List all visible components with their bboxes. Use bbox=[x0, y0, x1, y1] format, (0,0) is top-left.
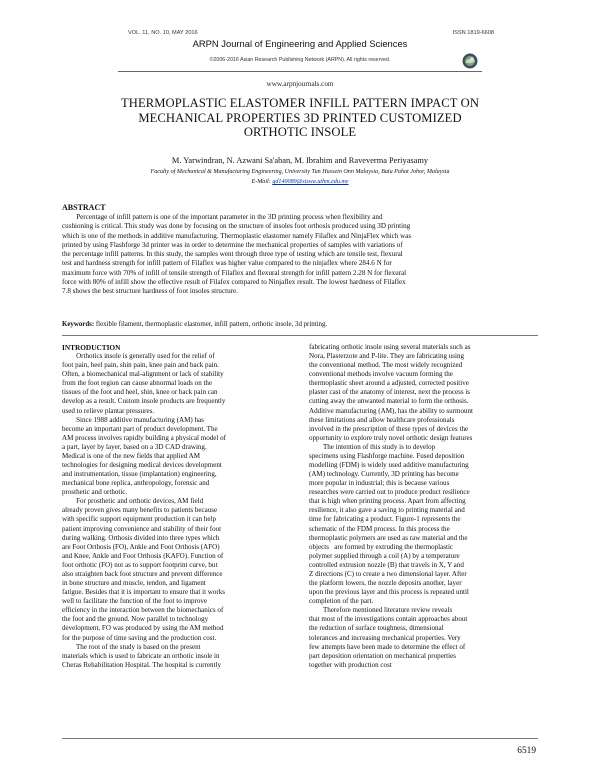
affiliation: Faculty of Mechanical & Manufacturing Engineering, University Tun Hussein Onn Malaysia, Batu Pahat Johor, Malaysia bbox=[150, 169, 450, 175]
text-line: thermoplastic sheet around a adjusted, corrected positive bbox=[309, 379, 469, 388]
text-line: 7.8 shows the best structure hardness of foot insoles structure. bbox=[62, 287, 238, 295]
journal-logo-icon bbox=[462, 53, 478, 69]
email-line bbox=[0, 179, 600, 185]
text-line: force with 80% of infill show the effective result of Filafex compared to Ninjaflex result. The lowest hardness of Filaflex bbox=[62, 277, 406, 286]
keywords-line bbox=[62, 321, 327, 328]
text-line: develop as a result. Custom insole products are frequently bbox=[62, 397, 226, 406]
text-line: that most of the investigations contain approaches about bbox=[309, 615, 468, 624]
text-line: objects are formed by extruding the thermoplastic bbox=[309, 542, 454, 551]
copyright-line: ©2006-2016 Asian Research Publishing Network (ARPN). All rights reserved. bbox=[209, 57, 391, 63]
text-line: fatigue. Besides that it is important to ensure that it works bbox=[62, 588, 226, 597]
text-line: prosthetic and orthotic. bbox=[62, 488, 128, 497]
text-line: Often, a biomechanical mal-alignment or lack of stability bbox=[62, 370, 224, 379]
page-number: 6519 bbox=[517, 746, 536, 756]
text-line: cutting away the unwanted material to form the orthosis. bbox=[309, 397, 469, 406]
text-line: Additive manufacturing (AM), has the ability to surmount bbox=[309, 406, 474, 415]
footer-rule bbox=[62, 738, 538, 739]
volume-info: VOL. 11, NO. 10, MAY 2016 bbox=[128, 30, 198, 36]
keywords-text: flexible filament, thermoplastic elastomer, infill pattern, orthotic insole, 3d printing. bbox=[95, 321, 328, 328]
text-line: conventional methods involve vacuum forming the bbox=[309, 370, 453, 379]
text-line: mechanical bone replica, anthropology, forensic and bbox=[62, 479, 210, 488]
journal-name: ARPN Journal of Engineering and Applied Sciences bbox=[192, 38, 408, 49]
text-line: the percentage infill patterns. In this study, the samples went through three type of testing which are tensile test, flexural bbox=[62, 250, 403, 258]
text-line: tolerances and increasing mechanical properties. Very bbox=[309, 633, 461, 642]
text-line: development, FO was produced by using the AM method bbox=[62, 624, 224, 633]
text-line: together with production cost bbox=[309, 660, 392, 669]
text-line: Since 1988 additive manufacturing (AM) has bbox=[62, 415, 204, 424]
text-line: more popular in industrial; this is because various bbox=[309, 479, 450, 488]
left-column bbox=[62, 343, 292, 670]
text-line: and instrumentation, tissue (implantation) engineering, bbox=[62, 470, 217, 479]
text-line: Orthotics insole is generally used for the relief of bbox=[62, 352, 215, 361]
text-line: with specific support equipment production it can help bbox=[62, 515, 217, 524]
text-line: involved in the prescription of these types of devices the bbox=[309, 424, 469, 433]
text-line: Cheras Rehabilitation Hospital. The hospital is currently bbox=[62, 660, 221, 669]
text-line: which is one of the methods in additive manufacturing. Thermoplastic elastomer namely Filaflex and NinjaFlex which was bbox=[62, 231, 412, 240]
text-line: schematic of the FDM process. In this process the bbox=[309, 524, 450, 533]
right-column bbox=[309, 343, 539, 670]
title-line: THERMOPLASTIC ELASTOMER INFILL PATTERN IMPACT ON bbox=[120, 96, 480, 110]
abstract-heading: ABSTRACT bbox=[62, 203, 106, 212]
text-line: become an important part of product development. The bbox=[62, 424, 218, 433]
text-line: polymer supplied through a coil (A) by a temperature bbox=[309, 551, 460, 560]
text-line: technologies for designing medical devices development bbox=[62, 461, 222, 470]
text-line: the platform lowers, the nozzle deposits another, layer bbox=[309, 579, 462, 588]
text-line: time for fabricating a product. Figure-1 represents the bbox=[309, 515, 461, 524]
authors: M. Yarwindran, N. Azwani Sa'aban, M. Ibrahim and Raveverma Periyasamy bbox=[171, 156, 429, 165]
email-label: E-Mail: bbox=[251, 179, 271, 185]
title-line: MECHANICAL PROPERTIES 3D PRINTED CUSTOMIZED bbox=[138, 110, 462, 125]
text-line: printed by using Flashforge 3d printer was in order to determine the mechanical properties of samples with variations of bbox=[62, 240, 403, 249]
text-line: part deposition orientation on mechanical properties bbox=[309, 651, 456, 660]
text-line: The intention of this study is to develop bbox=[309, 442, 436, 451]
text-line: The root of the study is based on the present bbox=[62, 642, 201, 651]
text-line: controlled extrusion nozzle (B) that travels in X, Y and bbox=[309, 560, 464, 569]
title-line: ORTHOTIC INSOLE bbox=[243, 125, 357, 139]
text-line: fabricating orthotic insole using several materials such as bbox=[309, 343, 471, 351]
paper-title bbox=[60, 96, 540, 140]
text-line: (AM) technology. Currently, 3D printing has become bbox=[309, 470, 459, 479]
text-line: Z directions (C) to create a two dimensional layer. After bbox=[309, 569, 467, 578]
text-line: for the purpose of time saving and the production cost. bbox=[62, 633, 217, 642]
header-rule bbox=[118, 71, 482, 72]
journal-url: www.arpnjournals.com bbox=[266, 80, 334, 88]
issn: ISSN 1819-6608 bbox=[452, 30, 494, 36]
text-line: from the foot region can cause abnormal loads on the bbox=[62, 379, 213, 388]
text-line: resilience, it also gave a saving to printing material and bbox=[309, 506, 465, 515]
text-line: researches were carried out to produce product resilience bbox=[309, 488, 470, 497]
text-line: well to facilitate the function of the foot to improve bbox=[62, 597, 208, 606]
text-line: are Foot Orthosis (FO), Ankle and Foot Orthosis (AFO) bbox=[62, 542, 220, 551]
text-line: used to relieve plantar pressures. bbox=[62, 406, 155, 415]
text-line: cushioning is critical. This study was done by focusing on the structure of insoles foot orthosis produced using 3D printing bbox=[62, 222, 411, 231]
text-line: efficiency in the interaction between the biomechanics of bbox=[62, 606, 224, 615]
text-line: modelling (FDM) is widely used additive manufacturing bbox=[309, 461, 469, 470]
text-line: the conventional method. The most widely recognized bbox=[309, 361, 463, 370]
keywords-label: Keywords: bbox=[62, 321, 95, 328]
text-line: a part, layer by layer, based on a 3D CAD drawing. bbox=[62, 442, 207, 451]
text-line: and Knee, Ankle and Foot Orthosis (KAFO). Function of bbox=[62, 551, 224, 560]
abstract-body bbox=[62, 213, 538, 296]
text-line: these limitations and allow healthcare professionals bbox=[309, 415, 455, 424]
text-line: materials which is used to fabricate an orthotic insole in bbox=[62, 651, 220, 660]
section-rule bbox=[62, 335, 538, 336]
text-line: in bone structure and muscle, tendon, and ligament bbox=[62, 579, 206, 588]
text-line: foot pain, heel pain, shin pain, knee pain and back pain. bbox=[62, 361, 219, 370]
text-line: For prosthetic and orthotic devices, AM field bbox=[62, 497, 204, 506]
text-line: patient improving convenience and stability of their foot bbox=[62, 524, 222, 533]
text-line: Percentage of infill pattern is one of the important parameter in the 3D printing process when flexibility and bbox=[62, 213, 383, 221]
text-line: already proven gives many benefits to patients because bbox=[62, 506, 218, 515]
text-line: opportunity to explore truly novel orthotic design features bbox=[309, 433, 473, 442]
text-line: few attempts have been made to determine the effect of bbox=[309, 642, 466, 651]
text-line: maximum force with 70% of infill of tensile strength of Filaflex and flexural strength for infill pattern 2.28 N for flexural bbox=[62, 268, 407, 277]
text-line: Medical is one of the new fields that applied AM bbox=[62, 451, 200, 460]
introduction-heading: INTRODUCTION bbox=[62, 343, 121, 352]
text-line: during walking. Orthosis divided into three types which bbox=[62, 533, 220, 542]
text-line: test and hardness strength for infill pattern of Filaflex was higher value compared to the ninjaflex where 284.6 N for bbox=[62, 259, 392, 268]
text-line: also straighten back foot structure and prevent difference bbox=[62, 569, 223, 578]
text-line: Nora, Plasterzote and P-lite. They are fabricating using bbox=[309, 352, 465, 361]
text-line: specimens using Flashforge machine. Fused deposition bbox=[309, 451, 465, 460]
text-line: tissues of the foot and heel, shin, knee or back pain can bbox=[62, 388, 218, 397]
text-line: AM process involves rapidly building a physical model of bbox=[62, 433, 227, 442]
text-line: the foot and the ground. Now parallel to technology bbox=[62, 615, 209, 624]
text-line: completion of the part. bbox=[309, 597, 374, 606]
email-link[interactable]: gd140089@siswa.uthm.edu.my bbox=[272, 179, 349, 185]
text-line: that is high when printing process. Apart from affecting bbox=[309, 497, 466, 506]
text-line: upon the previous layer and this process is repeated until bbox=[309, 588, 469, 597]
text-line: plaster cast of the anatomy of interest, next the process is bbox=[309, 388, 471, 397]
text-line: the reduction of surface toughness, dimensional bbox=[309, 624, 444, 633]
text-line: thermoplastic polymers are used as raw material and the bbox=[309, 533, 468, 542]
text-line: Therefore mentioned literature review reveals bbox=[309, 606, 453, 615]
text-line: foot orthotic (FO) not as to support footprint curve, but bbox=[62, 560, 218, 569]
